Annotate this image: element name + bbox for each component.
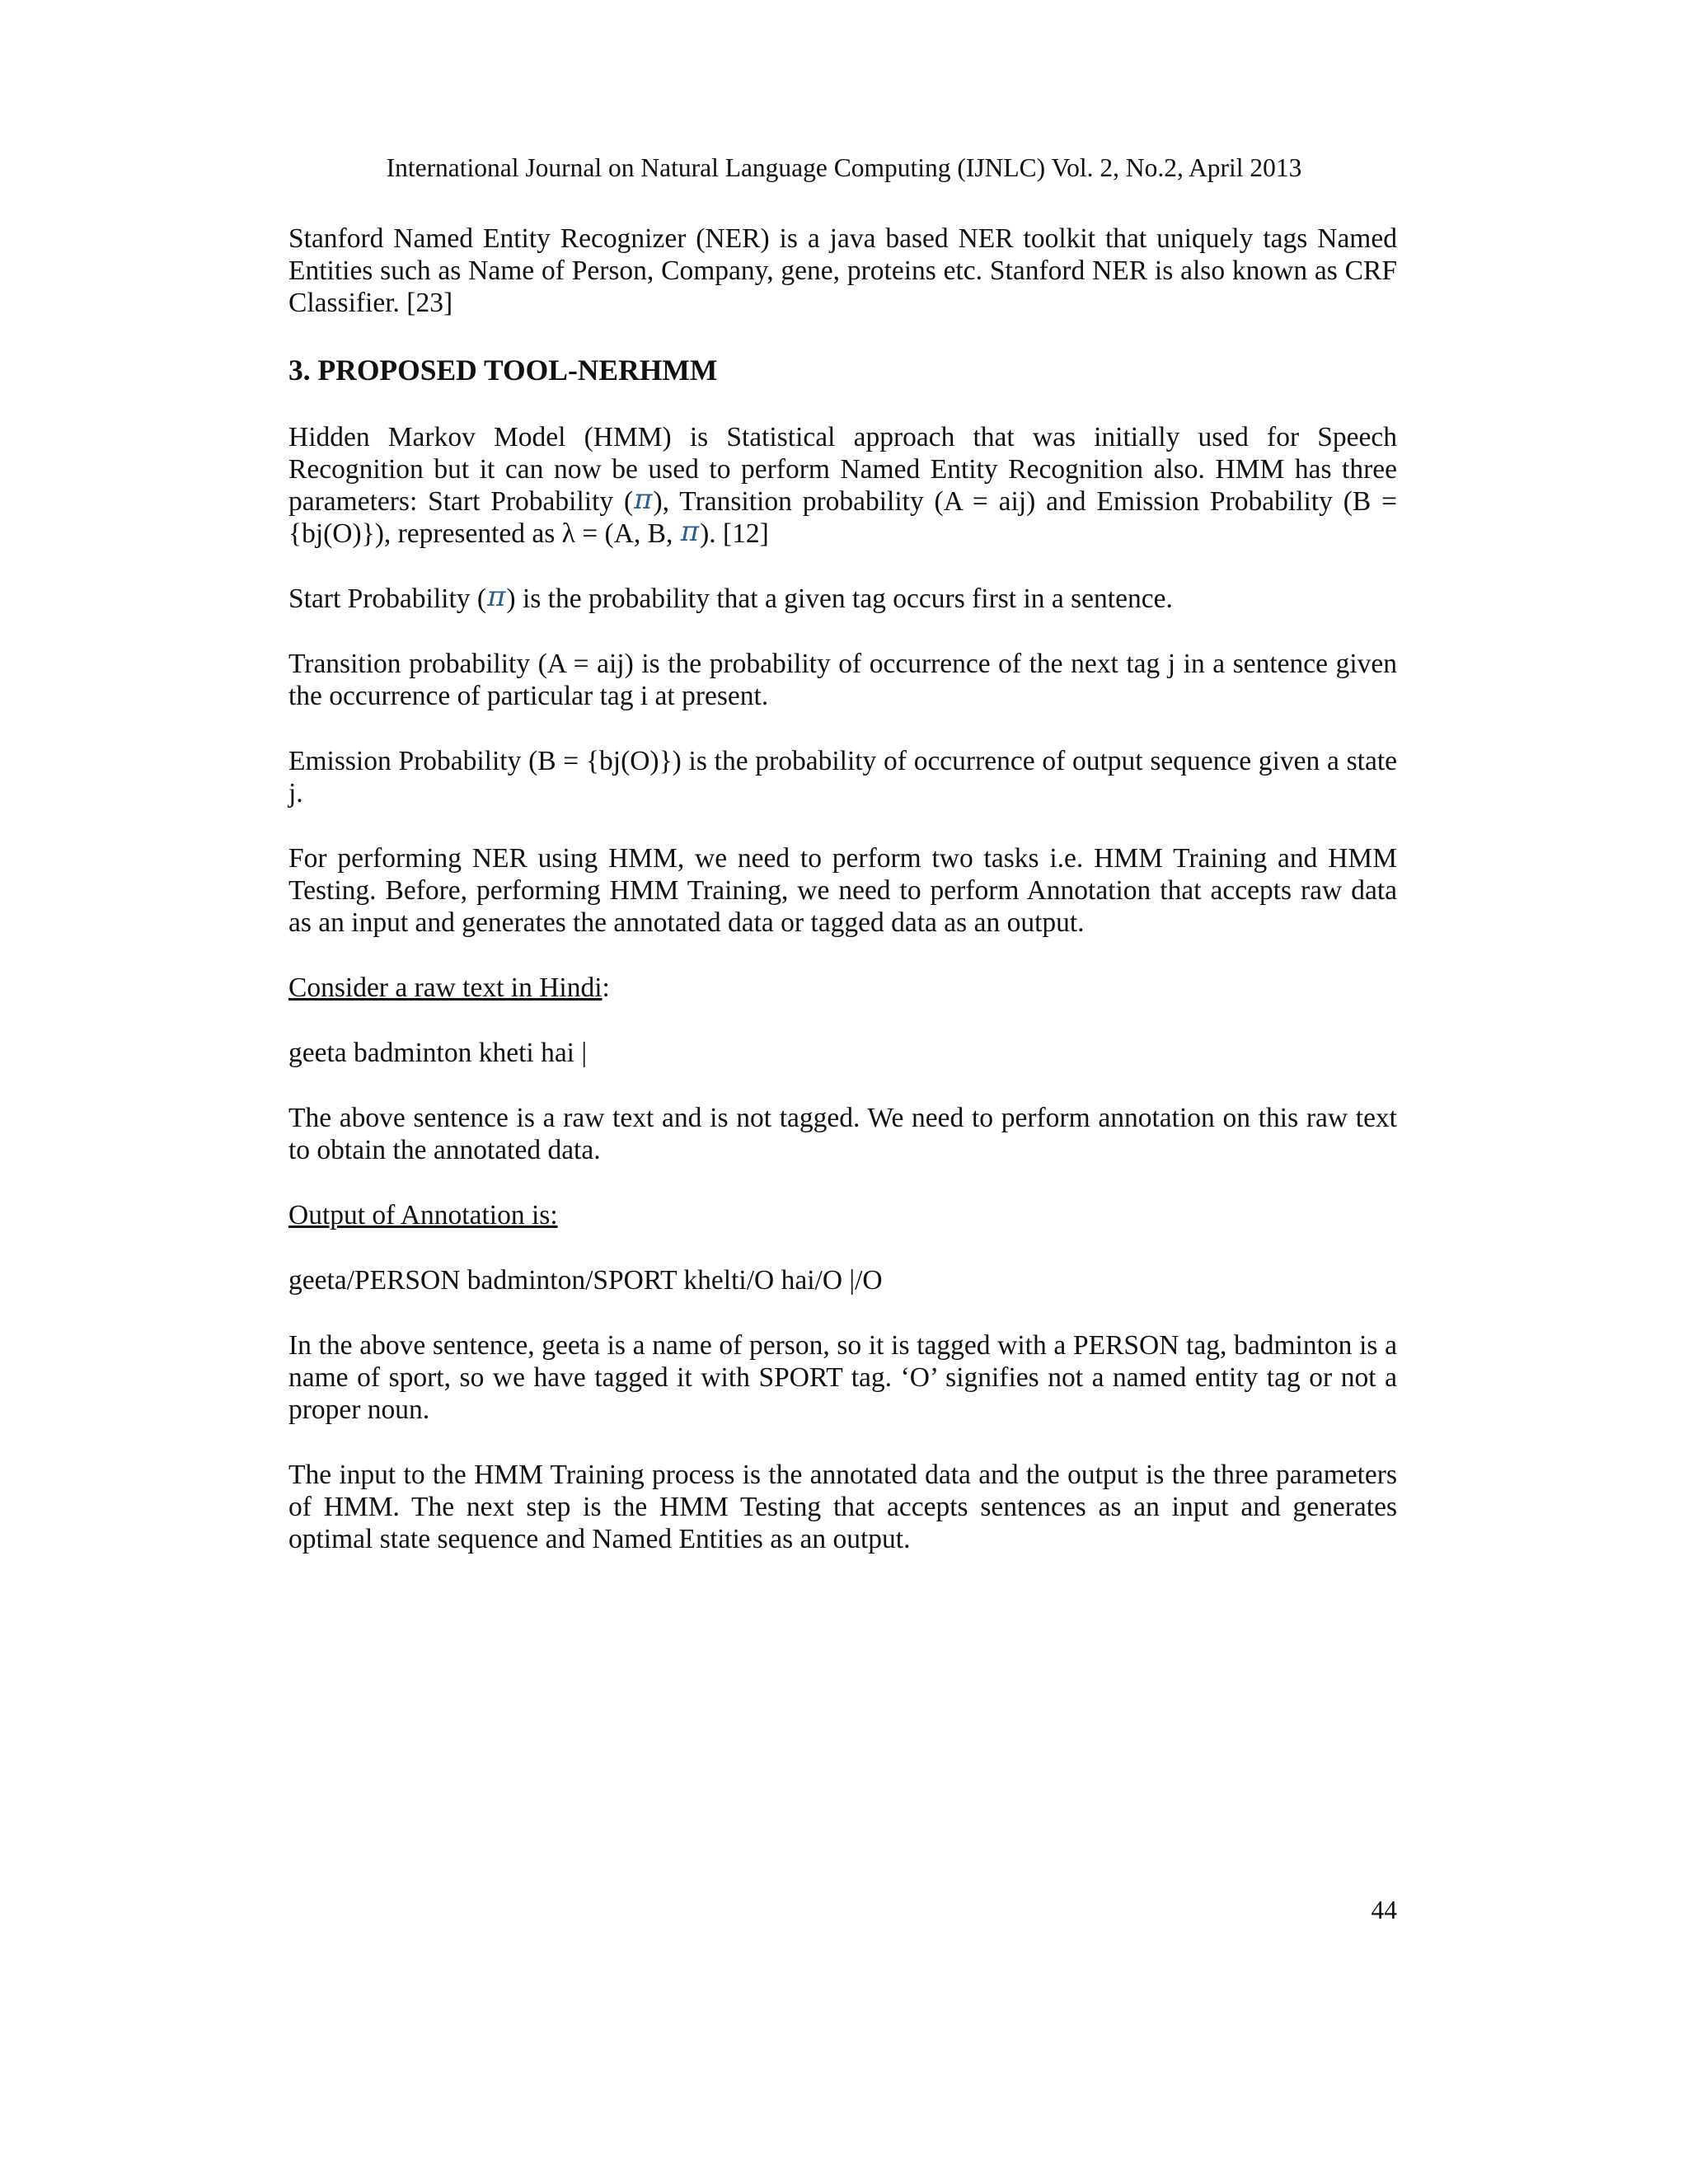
pi-symbol: π (680, 515, 700, 548)
paragraph-start-probability (288, 580, 1397, 615)
paragraph-stanford-ner: Stanford Named Entity Recognizer (NER) is a java based NER toolkit that uniquely tags Named Entities such as Name of Person, Company, gene, proteins etc. Stanford NER is also known as CRF Classifier. [23] (288, 223, 1397, 318)
hmm-intro-text-2: ), Transition probability (A = aij) and Emission Probability (B = {bj(O)}), represented as λ = (A, B, (288, 486, 1397, 549)
paragraph-hmm-training: The input to the HMM Training process is the annotated data and the output is the three parameters of HMM. The next step is the HMM Testing that accepts sentences as an input and generates optimal state sequence and Named Entities as an output. (288, 1460, 1397, 1554)
paragraph-hmm-intro (288, 421, 1397, 550)
paragraph-raw-text-label (288, 972, 1397, 1004)
start-prob-text-1: Start Probability ( (288, 583, 487, 614)
pi-symbol: π (634, 483, 653, 516)
paragraph-emission-probability: Emission Probability (B = {bj(O)}) is the probability of occurrence of output sequence given a state j. (288, 746, 1397, 808)
section-heading: 3. PROPOSED TOOL-NERHMM (288, 354, 718, 387)
example-raw-sentence: geeta badminton kheti hai | (288, 1038, 588, 1068)
paragraph-tag-explanation: In the above sentence, geeta is a name of person, so it is tagged with a PERSON tag, badminton is a name of sport, so we have tagged it with SPORT tag. ‘O’ signifies not a named entity tag or not a proper noun. (288, 1330, 1397, 1425)
hmm-intro-text-3: ). [12] (700, 518, 769, 549)
hmm-intro-text-1: Hidden Markov Model (HMM) is Statistical approach that was initially used for Speech Recognition but it can now be used to perform Named Entity Recognition also. HMM has three parameters: Start Probability ( (288, 422, 1397, 517)
example-annotated-sentence: geeta/PERSON badminton/SPORT khelti/O hai/O |/O (288, 1265, 883, 1296)
page-number: 44 (1371, 1896, 1397, 1924)
raw-text-label-colon: : (602, 972, 610, 1003)
raw-text-label: Consider a raw text in Hindi (288, 972, 603, 1003)
running-header: International Journal on Natural Language Computing (IJNLC) Vol. 2, No.2, April 2013 (386, 153, 1302, 182)
annotation-output-label: Output of Annotation is: (288, 1200, 558, 1230)
paragraph-ner-tasks: For performing NER using HMM, we need to perform two tasks i.e. HMM Training and HMM Testing. Before, performing HMM Training, we need to perform Annotation that accepts raw data as an input and generates the annotated data or tagged data as an output. (288, 843, 1397, 938)
paragraph-transition-probability: Transition probability (A = aij) is the probability of occurrence of the next tag j in a sentence given the occurrence of particular tag i at present. (288, 649, 1397, 711)
paragraph-raw-explanation: The above sentence is a raw text and is not tagged. We need to perform annotation on this raw text to obtain the annotated data. (288, 1103, 1397, 1165)
start-prob-text-2: ) is the probability that a given tag occurs first in a sentence. (506, 583, 1173, 614)
pi-symbol: π (487, 580, 506, 613)
paragraph-annotation-label (288, 1199, 1397, 1231)
page-body (288, 223, 1397, 1588)
